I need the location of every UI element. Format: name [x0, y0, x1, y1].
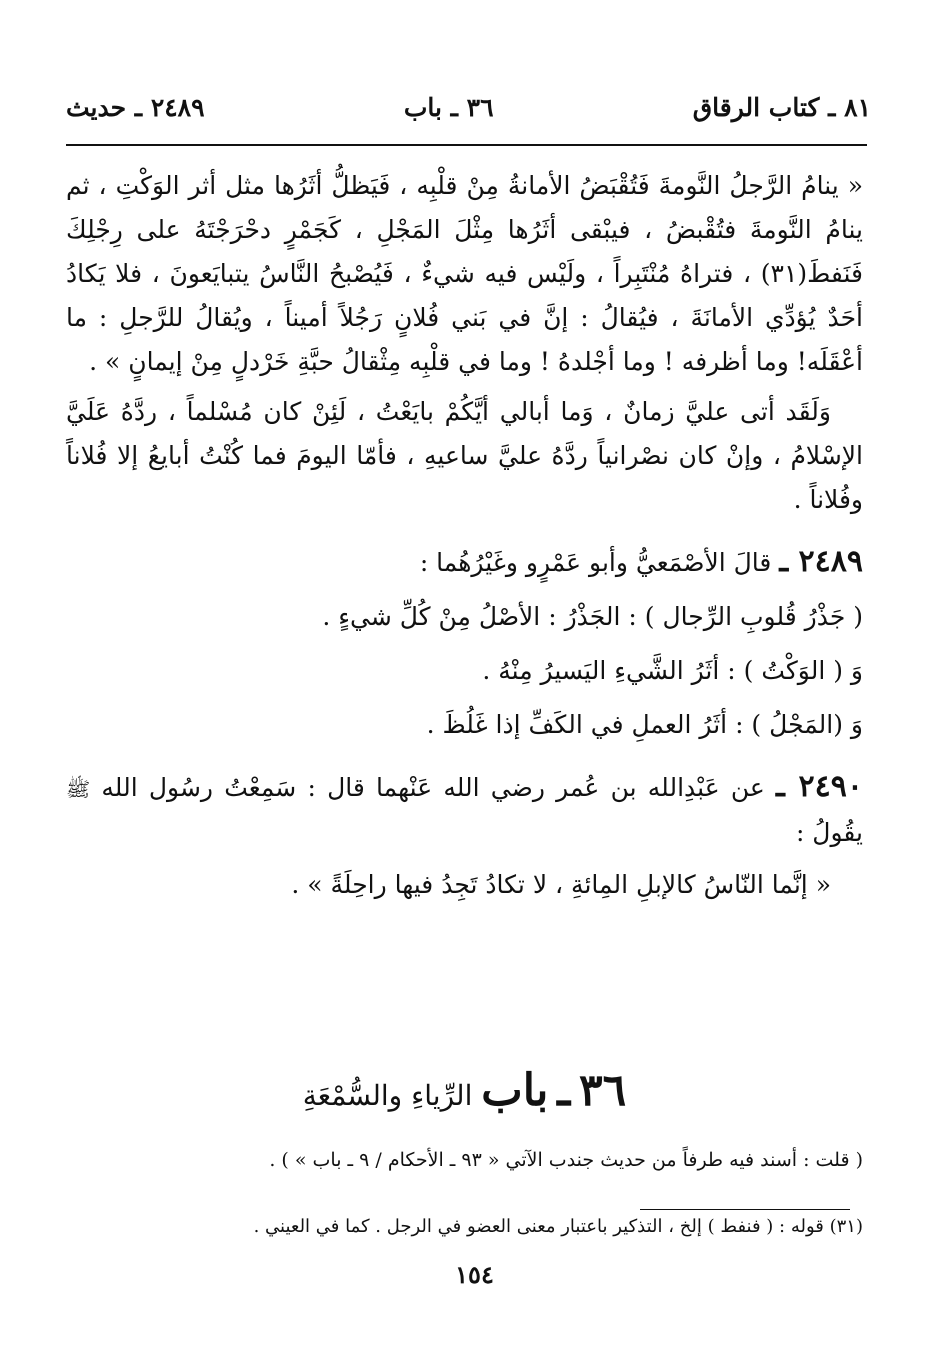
hadith-entry-text: عن عَبْدِالله بن عُمر رضي الله عَنْهما قال : سَمِعْتُ رسُول الله: [101, 773, 765, 802]
definition-line: وَ ( الوَكْتُ ) : أثَرُ الشَّيءِ اليَسيرُ مِنْهُ .: [482, 656, 863, 685]
hadith-number: ٢٤٩٠ ـ: [776, 769, 863, 804]
footnote-rule: [640, 1209, 850, 1210]
hadith-quote: « إنَّما النّاسُ كالإبلِ المِائةِ ، لا تكادُ تَجِدُ فيها راحِلَةً » .: [291, 870, 831, 899]
salutation-glyph: ﷺ: [66, 777, 91, 801]
continuation-paragraph: وَلَقَد أتى عليَّ زمانٌ ، وَما أبالي أيَّكُمْ بايَعْتُ ، لَئِنْ كان مُسْلماً ، ردَّهُ عَلَيَّ الإسْلامُ ، وإنْ كان نصْرانياً ردَّهُ عليَّ ساعيهِ ، فأمّا اليومَ فما كُنْتُ أبايعُ إلا فُلاناً وفُلاناً .: [66, 397, 863, 514]
main-text: [66, 164, 863, 907]
hadith-paragraph: « ينامُ الرَّجلُ النَّومةَ فَتُقْبَضُ الأمانةُ مِنْ قلْبِه ، فَيَظلُّ أثَرُها مثل أثر الوَكْتِ ، ثم ينامُ النَّومةَ فتُقْبضُ ، فيبْقى أثَرُها مِثْلَ المَجْلِ ، كَجَمْرٍ دحْرَجْتَهُ على رِجْلِكَ فَنَفطَ(٣١) ، فتراهُ مُنْتَبِراً ، ولَيْس فيه شيءٌ ، فَيُصْبحُ النَّاسُ يتبايَعونَ ، فلا يَكادُ أحَدٌ يُؤدِّي الأمانَةَ ، فيُقالُ : إنَّ في بَني فُلانٍ رَجُلاً أميناً ، ويُقالُ للرَّجلِ : ما أعْقَلَه! وما أظرفه ! وما أجْلدهُ ! وما في قلْبِه مِثْقالُ حبَّةِ خَرْدلٍ مِنْ إيمانٍ » .: [66, 171, 863, 376]
chapter-title: الرِّياءِ والسُّمْعَةِ: [302, 1079, 473, 1112]
editor-note: ( قلت : أسند فيه طرفاً من حديث جندب الآتي « ٩٣ ـ الأحكام / ٩ ـ باب » ) .: [269, 1149, 863, 1171]
page-number: ١٥٤: [455, 1260, 494, 1289]
footnote: (٣١) قوله : ( فنفط ) إلخ ، التذكير باعتبار معنى العضو في الرجل . كما في العيني .: [253, 1216, 863, 1237]
header-book-title: ٨١ ـ كتاب الرقاق: [692, 92, 871, 122]
chapter-heading: [66, 1065, 863, 1127]
running-header: [66, 80, 871, 134]
hadith-entry-2490: [66, 765, 863, 855]
hadith-entry-text-cont: يقُولُ :: [795, 818, 863, 847]
hadith-entry-2489: [66, 540, 863, 585]
definition-line: وَ (المَجْلُ ) : أثَرُ العملِ في الكَفِّ إذا غَلُظَ .: [426, 710, 863, 739]
header-chapter: ٣٦ ـ باب: [403, 92, 494, 122]
definition-line: ( جَذْرُ قُلوبِ الرِّجال ) : الجَذْرُ : الأصْلُ مِنْ كُلِّ شيءٍ .: [322, 602, 863, 631]
hadith-number: ٢٤٨٩ ـ: [779, 544, 863, 579]
chapter-word: باب: [481, 1065, 549, 1116]
chapter-number: ٣٦: [579, 1065, 627, 1116]
hadith-entry-text: قالَ الأصْمَعيُّ وأبو عَمْرٍو وغَيْرُهُما :: [419, 548, 772, 577]
header-rule: [66, 144, 867, 146]
chapter-dash: ـ: [557, 1065, 571, 1116]
header-hadith-number: ٢٤٨٩ ـ حديث: [66, 92, 205, 122]
